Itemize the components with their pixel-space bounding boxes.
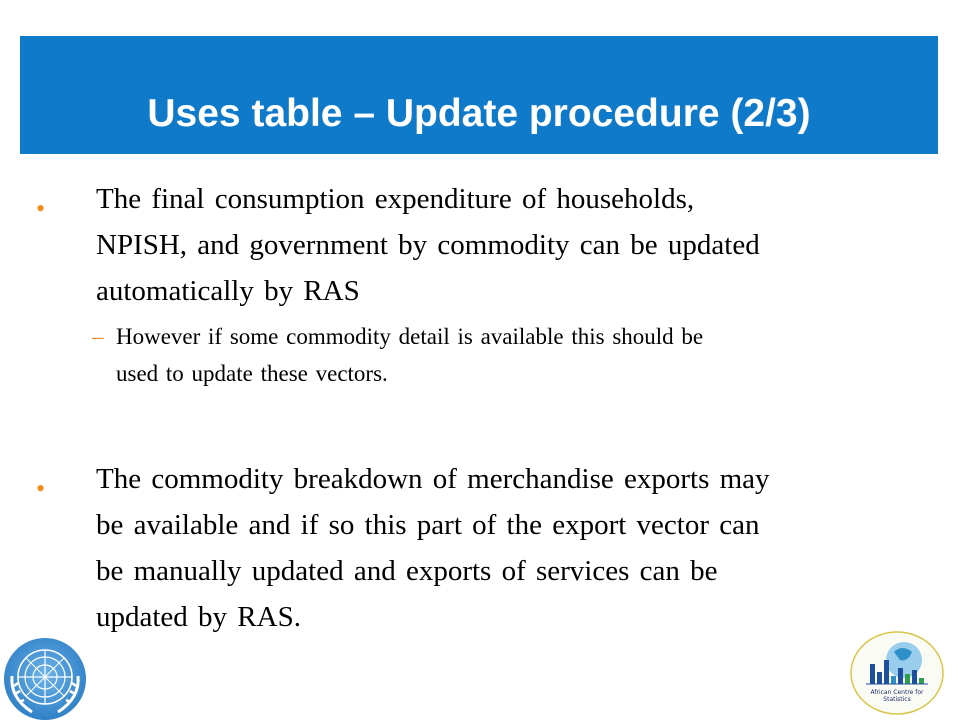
sub-bullet-marker: – xyxy=(92,324,104,349)
bullet-text-line: NPISH, and government by commodity can be updated xyxy=(96,229,760,261)
bullet-text-line: The commodity breakdown of merchandise exports may xyxy=(96,463,770,495)
sub-bullet-text-line: used to update these vectors. xyxy=(116,361,388,386)
bullet-text-line: The final consumption expenditure of households, xyxy=(96,183,695,215)
bullet-text-line: updated by RAS. xyxy=(96,601,301,633)
acs-caption-line2: Statistics xyxy=(883,696,911,703)
acs-caption-line1: African Centre for xyxy=(870,689,924,696)
slide-title: Uses table – Update procedure (2/3) xyxy=(147,92,811,135)
sub-bullet-text-line: However if some commodity detail is available this should be xyxy=(116,324,704,349)
acs-logo xyxy=(848,630,946,716)
bullet-marker: • xyxy=(36,194,46,223)
bullet-marker: • xyxy=(36,474,46,503)
bullet-text-line: automatically by RAS xyxy=(96,275,360,307)
bullet-text-line: be manually updated and exports of services can be xyxy=(96,555,718,587)
un-emblem-logo xyxy=(2,636,88,722)
bullet-text-line: be available and if so this part of the export vector can xyxy=(96,509,760,541)
